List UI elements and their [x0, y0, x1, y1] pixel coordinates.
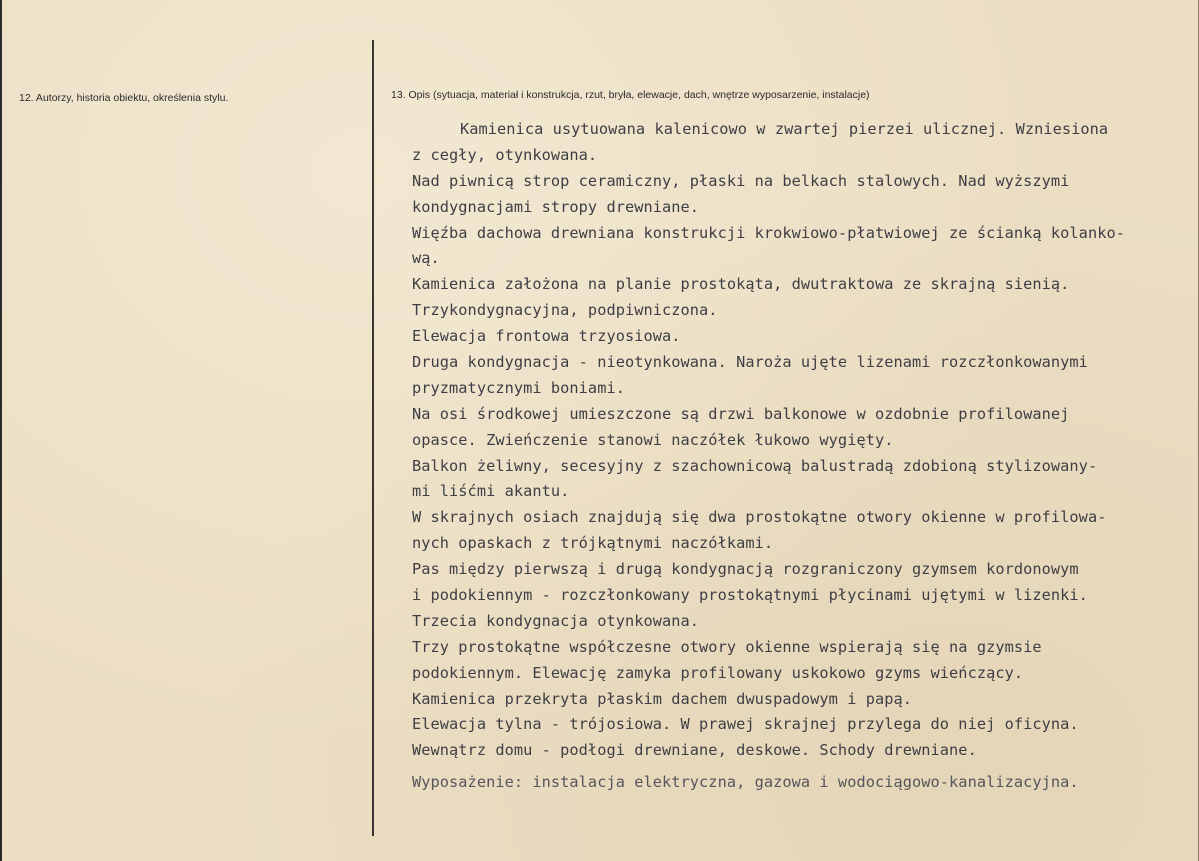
description-line: Pas między pierwszą i drugą kondygnacją rozgraniczony gzymsem kordonowym: [412, 560, 1079, 579]
description-line: Kamienica przekryta płaskim dachem dwuspadowym i papą.: [412, 689, 913, 708]
description-line: Druga kondygnacja - nieotynkowana. Naroża ujęte lizenami rozczłonkowanymi: [412, 353, 1088, 372]
description-line: z cegły, otynkowana.: [412, 145, 598, 164]
description-line: Trzykondygnacyjna, podpiwniczona.: [412, 301, 718, 320]
section-13-heading: 13. Opis (sytuacja, materiał i konstrukcja, rzut, bryła, elewacje, dach, wnętrze wyposarzenie, instalacje): [391, 89, 870, 101]
description-line: Elewacja frontowa trzyosiowa.: [412, 327, 681, 346]
description-line: Trzy prostokątne współczesne otwory okienne wspierają się na gzymsie: [412, 637, 1042, 656]
description-line: kondygnacjami stropy drewniane.: [412, 197, 700, 216]
description-line: mi liśćmi akantu.: [412, 482, 570, 501]
description-line: Więźba dachowa drewniana konstrukcji krokwiowo-płatwiowej ze ścianką kolanko-: [412, 223, 1125, 242]
description-line: nych opaskach z trójkątnymi naczółkami.: [412, 534, 774, 553]
description-line: Kamienica założona na planie prostokąta, dwutraktowa ze skrajną sienią.: [412, 275, 1070, 294]
description-line: i podokiennym - rozczłonkowany prostokątnymi płycinami ujętymi w lizenki.: [412, 586, 1088, 605]
description-line: opasce. Zwieńczenie stanowi naczółek łukowo wygięty.: [412, 430, 894, 449]
description-line: wą.: [412, 249, 440, 268]
description-line: W skrajnych osiach znajdują się dwa prostokątne otwory okienne w profilowa-: [412, 508, 1107, 527]
description-line: Trzecia kondygnacja otynkowana.: [412, 611, 700, 630]
description-text: [412, 117, 1187, 796]
description-line: Wewnątrz domu - podłogi drewniane, deskowe. Schody drewniane.: [412, 741, 977, 760]
description-line: podokiennym. Elewację zamyka profilowany uskokowo gzyms wieńczący.: [412, 663, 1024, 682]
description-line: Kamienica usytuowana kalenicowo w zwartej pierzei ulicznej. Wzniesiona: [460, 120, 1109, 138]
description-line: Nad piwnicą strop ceramiczny, płaski na belkach stalowych. Nad wyższymi: [412, 171, 1070, 190]
description-line: pryzmatycznymi boniami.: [412, 378, 625, 397]
description-line: Na osi środkowej umieszczone są drzwi balkonowe w ozdobnie profilowanej: [412, 404, 1070, 423]
description-line: Wyposażenie: instalacja elektryczna, gazowa i wodociągowo-kanalizacyjna.: [412, 773, 1079, 792]
description-line: Elewacja tylna - trójosiowa. W prawej skrajnej przylega do niej oficyna.: [412, 715, 1079, 734]
section-12-heading: 12. Autorzy, historia obiektu, określenia stylu.: [19, 92, 229, 104]
description-line: Balkon żeliwny, secesyjny z szachownicową balustradą zdobioną stylizowany-: [412, 456, 1098, 475]
column-divider: [372, 40, 374, 836]
